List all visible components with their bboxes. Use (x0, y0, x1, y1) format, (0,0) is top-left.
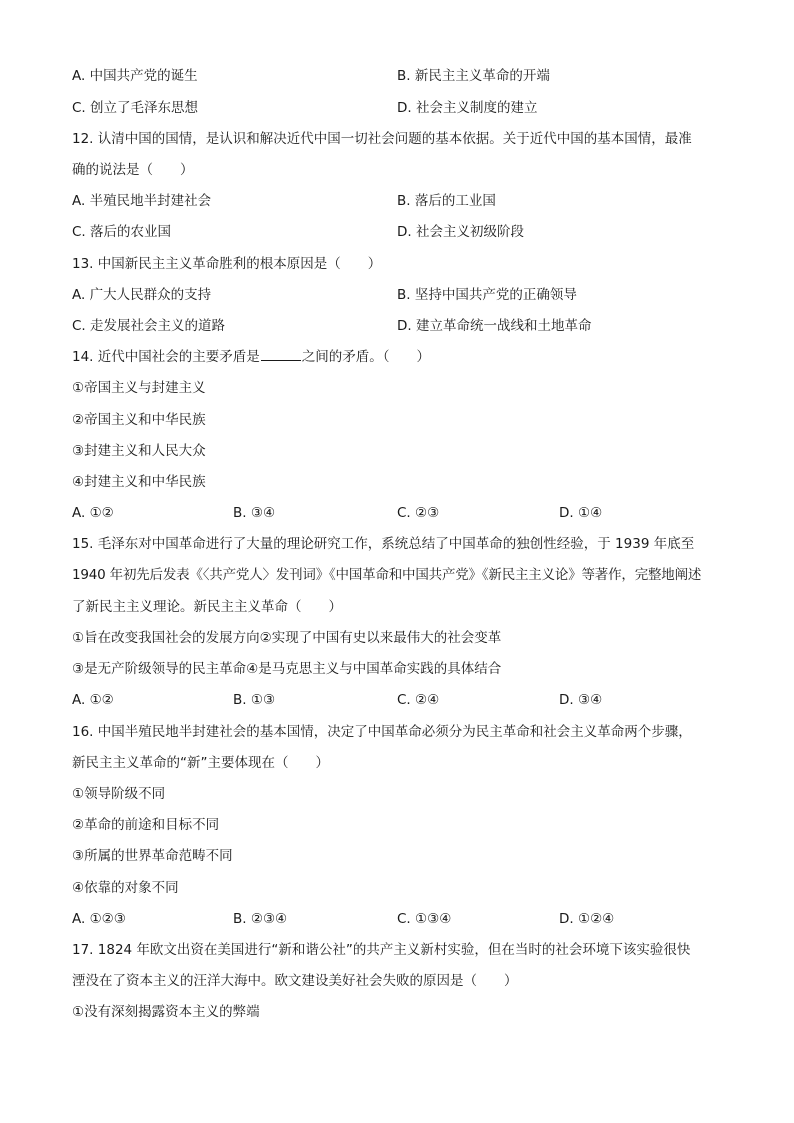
q15-stem-line2: 1940 年初先后发表《〈共产党人〉发刊词》《中国革命和中国共产党》《新民主主义论》等著作，完整地阐述 (72, 567, 702, 583)
q15-option-d[interactable]: D. ③④ (559, 692, 603, 708)
q14-item-4: ④封建主义和中华民族 (72, 474, 206, 490)
q16-stem-line2: 新民主主义革命的“新”主要体现在（ ） (72, 755, 329, 771)
q14-stem-after: 之间的矛盾。（ ） (301, 349, 431, 365)
q14-stem (72, 347, 430, 367)
q16-stem-line1: 16. 中国半殖民地半封建社会的基本国情，决定了中国革命必须分为民主革命和社会主义革命两个步骤， (72, 724, 692, 740)
q11-option-d[interactable]: D. 社会主义制度的建立 (397, 100, 538, 116)
q14-item-2: ②帝国主义和中华民族 (72, 412, 206, 428)
q14-blank (261, 347, 301, 361)
q12-stem-line2: 确的说法是（ ） (72, 162, 194, 178)
q16-option-c[interactable]: C. ①③④ (397, 911, 452, 927)
q17-stem-line2: 湮没在了资本主义的汪洋大海中。欧文建设美好社会失败的原因是（ ） (72, 973, 518, 989)
q17-stem-line1: 17. 1824 年欧文出资在美国进行“新和谐公社”的共产主义新村实验，但在当时的社会环境下该实验很快 (72, 942, 691, 958)
q11-option-a[interactable]: A. 中国共产党的诞生 (72, 68, 198, 84)
q15-items-line2: ③是无产阶级领导的民主革命④是马克思主义与中国革命实践的具体结合 (72, 661, 502, 677)
q16-option-b[interactable]: B. ②③④ (233, 911, 288, 927)
q13-option-c[interactable]: C. 走发展社会主义的道路 (72, 318, 226, 334)
q14-option-a[interactable]: A. ①② (72, 505, 114, 521)
q14-stem-before: 14. 近代中国社会的主要矛盾是 (72, 349, 260, 365)
q16-item-3: ③所属的世界革命范畴不同 (72, 848, 233, 864)
q15-option-a[interactable]: A. ①② (72, 692, 114, 708)
q13-stem: 13. 中国新民主主义革命胜利的根本原因是（ ） (72, 256, 382, 272)
q14-item-3: ③封建主义和人民大众 (72, 443, 206, 459)
q13-option-a[interactable]: A. 广大人民群众的支持 (72, 287, 212, 303)
q16-item-2: ②革命的前途和目标不同 (72, 817, 220, 833)
q16-item-1: ①领导阶级不同 (72, 786, 166, 802)
q16-item-4: ④依靠的对象不同 (72, 880, 179, 896)
q12-option-b[interactable]: B. 落后的工业国 (397, 193, 496, 209)
q16-option-d[interactable]: D. ①②④ (559, 911, 615, 927)
q14-option-b[interactable]: B. ③④ (233, 505, 276, 521)
q17-item-1: ①没有深刻揭露资本主义的弊端 (72, 1004, 260, 1020)
q15-option-c[interactable]: C. ②④ (397, 692, 440, 708)
q15-stem-line3: 了新民主主义理论。新民主主义革命（ ） (72, 599, 342, 615)
q15-option-b[interactable]: B. ①③ (233, 692, 276, 708)
q12-option-a[interactable]: A. 半殖民地半封建社会 (72, 193, 212, 209)
q16-option-a[interactable]: A. ①②③ (72, 911, 126, 927)
q13-option-b[interactable]: B. 坚持中国共产党的正确领导 (397, 287, 577, 303)
q13-option-d[interactable]: D. 建立革命统一战线和土地革命 (397, 318, 592, 334)
q11-option-b[interactable]: B. 新民主主义革命的开端 (397, 68, 550, 84)
q12-option-d[interactable]: D. 社会主义初级阶段 (397, 224, 524, 240)
q15-items-line1: ①旨在改变我国社会的发展方向②实现了中国有史以来最伟大的社会变革 (72, 630, 502, 646)
q15-stem-line1: 15. 毛泽东对中国革命进行了大量的理论研究工作，系统总结了中国革命的独创性经验，于 1939 年底至 (72, 536, 695, 552)
q11-option-c[interactable]: C. 创立了毛泽东思想 (72, 100, 199, 116)
q12-option-c[interactable]: C. 落后的农业国 (72, 224, 172, 240)
q14-option-c[interactable]: C. ②③ (397, 505, 440, 521)
q12-stem-line1: 12. 认清中国的国情，是认识和解决近代中国一切社会问题的基本依据。关于近代中国的基本国情，最准 (72, 131, 692, 147)
q14-item-1: ①帝国主义与封建主义 (72, 380, 206, 396)
q14-option-d[interactable]: D. ①④ (559, 505, 603, 521)
